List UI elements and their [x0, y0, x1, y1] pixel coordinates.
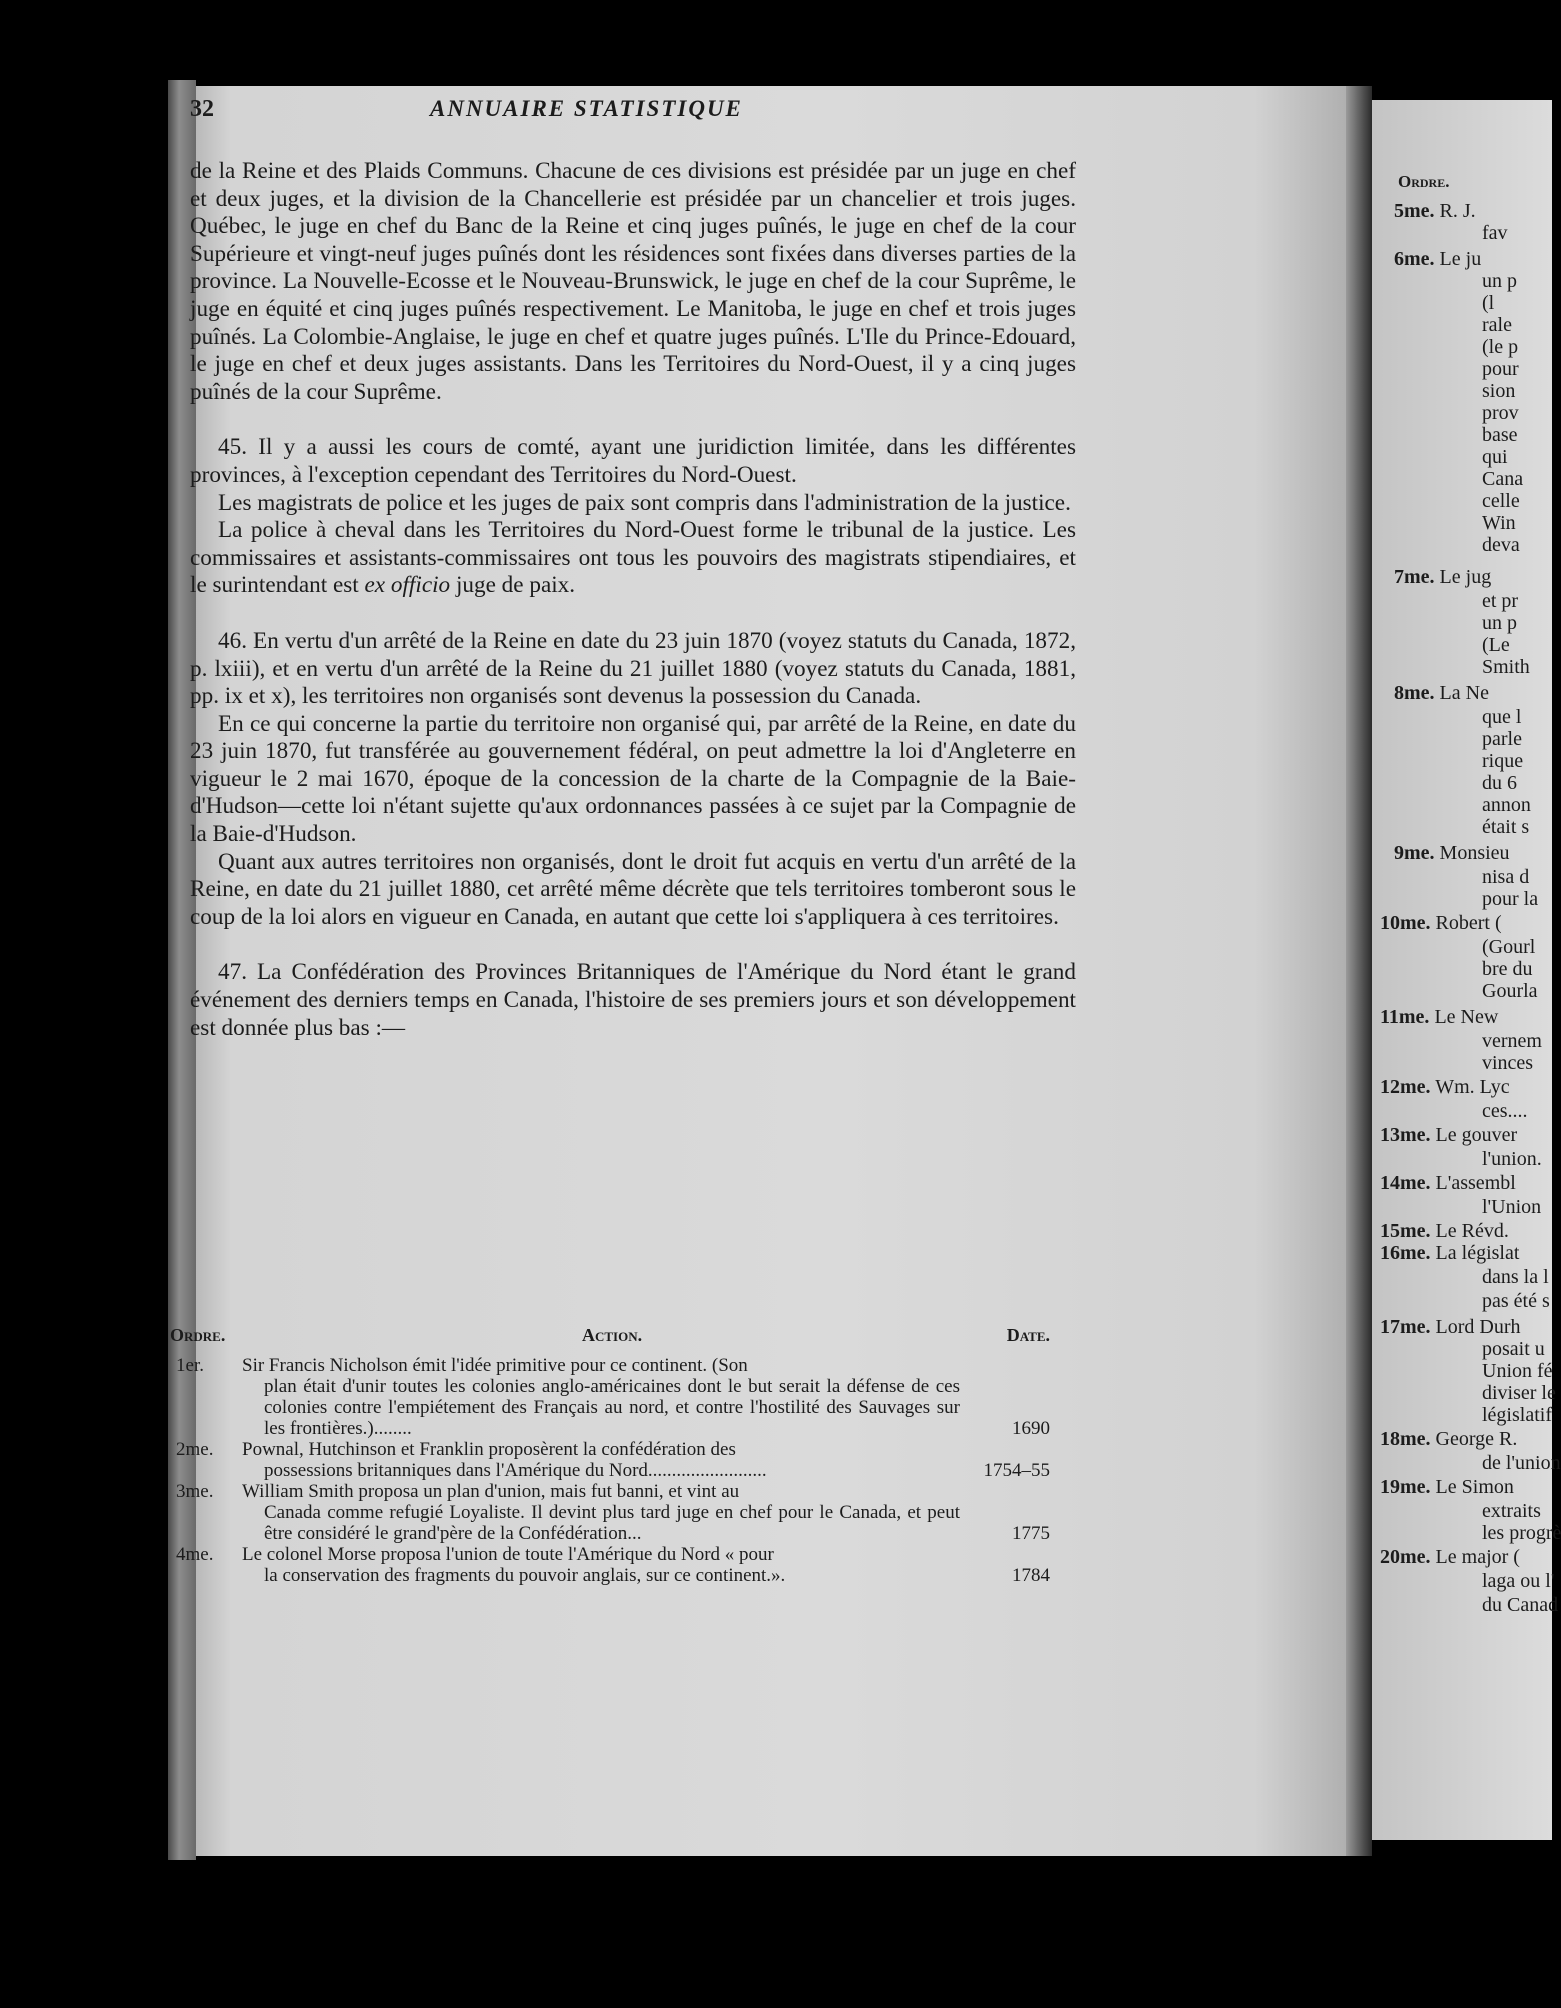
right-page-line [1482, 1522, 1561, 1544]
right-page-line [1482, 1266, 1549, 1288]
police-text-b: juge de paix. [450, 572, 576, 599]
right-page-text: parle [1482, 728, 1522, 750]
right-page-ordre: 7me. [1394, 566, 1435, 588]
right-page-line [1482, 358, 1519, 380]
row-action [232, 1544, 960, 1586]
right-page-line [1482, 490, 1520, 512]
right-page-ordre: 11me. [1380, 1006, 1430, 1028]
right-page-text: sion [1482, 380, 1516, 402]
right-page-line [1482, 1404, 1552, 1426]
right-page-text: Lord Durh [1435, 1316, 1521, 1338]
right-page-text: bre du [1482, 958, 1533, 980]
right-page-header: Ordre. [1398, 172, 1450, 191]
row-ordre: 3me. [176, 1481, 214, 1502]
right-page-line [1380, 1428, 1517, 1450]
right-page-text: que l [1482, 706, 1522, 728]
row-action-rest: Canada comme refugié Loyaliste. Il devint plus tard juge en chef pour le Canada, et peut être considéré le grand'père de la Confédération... [264, 1502, 960, 1544]
row-ordre: 1er. [176, 1355, 204, 1376]
right-page-line [1482, 936, 1535, 958]
row-ordre: 2me. [176, 1439, 214, 1460]
running-head: ANNUAIRE STATISTIQUE [430, 96, 743, 121]
right-page-text: dans la l [1482, 1266, 1549, 1288]
right-page-text: qui [1482, 446, 1508, 468]
right-page-line [1482, 1570, 1554, 1592]
right-page-line [1482, 534, 1520, 556]
right-page-ordre: 10me. [1380, 912, 1431, 934]
right-page-line [1482, 446, 1508, 468]
right-page-line [1482, 794, 1531, 816]
right-page-text: prov [1482, 402, 1519, 424]
page-gutter [1346, 86, 1372, 1856]
right-page-line [1482, 270, 1517, 292]
right-page-text: George R. [1435, 1428, 1518, 1450]
right-page-line [1482, 336, 1518, 358]
right-page-line [1380, 1546, 1520, 1568]
right-page-text: Le jug [1439, 566, 1492, 588]
right-page-text: La législat [1435, 1242, 1520, 1264]
right-page-text: celle [1482, 490, 1520, 512]
right-page-ordre: 20me. [1380, 1546, 1431, 1568]
right-page-line [1482, 772, 1517, 794]
row-date: 1784 [1012, 1565, 1050, 1586]
right-page-text: du Canad [1482, 1594, 1559, 1616]
right-page-line [1482, 1030, 1542, 1052]
right-page-text: Le Simon [1435, 1476, 1514, 1498]
police-text-a: La police à cheval dans les Territoires du Nord-Ouest forme le tribunal de la justice. Les commissaires et assistants-commissaires ont tous les pouvoirs des magistrats stipendiaires, et le surintendant est [190, 517, 1076, 599]
row-action-rest: plan était d'unir toutes les colonies anglo-américaines dont le but serait la défense de ces colonies contre l'empiétement des Français au nord, et contre l'hostilité des Sauvages sur les frontières.)........ [264, 1376, 960, 1439]
right-page-line [1394, 566, 1491, 588]
right-page-line [1394, 200, 1476, 222]
row-action-rest: possessions britanniques dans l'Amérique du Nord......................... [264, 1460, 767, 1481]
right-page-text: un p [1482, 612, 1517, 634]
right-page-ordre: 15me. [1380, 1220, 1431, 1242]
right-page-text: Le Révd. [1435, 1220, 1509, 1242]
paragraph-territoire: En ce qui concerne la partie du territoire non organisé qui, par arrêté de la Reine, en date du 23 juin 1870, fut transférée au gouvernement fédéral, on peut admettre la loi d'Angleterre en vigueur le 2 mai 1670, époque de la concession de la charte de la Compagnie de la Baie-d'Hudson—cette loi n'étant sujette qu'aux ordonnances passées à ce sujet par la Compagnie de la Baie-d'Hudson. [190, 710, 1076, 848]
right-page-text: Le New [1434, 1006, 1499, 1028]
paragraph-police [190, 517, 1076, 600]
right-page-text: Cana [1482, 468, 1524, 490]
row-action [232, 1355, 960, 1439]
right-page-line [1380, 1242, 1519, 1264]
right-page-text: nisa d [1482, 866, 1530, 888]
right-page-line [1482, 980, 1538, 1002]
right-page-text: posait u [1482, 1338, 1545, 1360]
right-page-line [1482, 1360, 1553, 1382]
right-page-line [1394, 682, 1489, 704]
right-page-line [1482, 1052, 1533, 1074]
body-text [190, 158, 1076, 1042]
right-page-line [1482, 750, 1523, 772]
right-page-text: ces.... [1482, 1100, 1528, 1122]
right-page-text: Union fé [1482, 1360, 1553, 1382]
right-page-line [1394, 248, 1481, 270]
right-page-line [1380, 912, 1502, 934]
paragraph-magistrats: Les magistrats de police et les juges de paix sont compris dans l'administration de la justice. [218, 489, 1071, 516]
row-action-first: Sir Francis Nicholson émit l'idée primitive pour ce continent. (Son [242, 1355, 748, 1376]
paragraph-autres: Quant aux autres territoires non organisés, dont le droit fut acquis en vertu d'un arrêté de la Reine, en date du 21 juillet 1880, cet arrêté même décrète que tels territoires tomberont sous le coup de la loi alors en vigueur en Canada, en autant que cette loi s'appliquera à ces territoires. [190, 848, 1076, 930]
right-page-line [1482, 590, 1518, 612]
right-page-text: (l [1482, 292, 1495, 314]
right-page-line [1482, 1338, 1545, 1360]
row-action-rest: la conservation des fragments du pouvoir anglais, sur ce continent.». [264, 1565, 786, 1586]
right-page-line [1482, 1382, 1556, 1404]
right-page-text: R. J. [1439, 200, 1476, 222]
right-page-ordre: 12me. [1380, 1076, 1431, 1098]
table-rows [170, 1355, 1050, 1586]
row-action-first: Pownal, Hutchinson et Franklin proposèrent la confédération des [242, 1439, 736, 1460]
right-page-text: Le major ( [1435, 1546, 1520, 1568]
right-page-line [1380, 1076, 1510, 1098]
right-page-text: législatif [1482, 1404, 1552, 1426]
table-row [170, 1355, 1050, 1439]
right-page-text: base [1482, 424, 1518, 446]
right-page-text: Monsieu [1439, 842, 1510, 864]
right-page-text: (Gourl [1482, 936, 1536, 958]
right-page-line [1482, 222, 1508, 244]
right-page-text: rique [1482, 750, 1524, 772]
right-page-ordre: 16me. [1380, 1242, 1431, 1264]
page-number: 32 [190, 96, 214, 122]
right-page-line [1482, 1100, 1528, 1122]
row-ordre: 4me. [176, 1544, 214, 1565]
right-page-line [1482, 958, 1533, 980]
right-page-line [1482, 816, 1529, 838]
right-page-line [1380, 1172, 1516, 1194]
right-page-line [1380, 1124, 1517, 1146]
right-page-line [1380, 1476, 1514, 1498]
right-page-text: deva [1482, 534, 1520, 556]
right-page-ordre: 5me. [1394, 200, 1435, 222]
right-page-line [1482, 292, 1494, 314]
right-page-line [1482, 468, 1523, 490]
right-page-line [1482, 706, 1521, 728]
table-row [170, 1439, 1050, 1481]
right-page-line [1482, 512, 1516, 534]
row-date: 1775 [1012, 1523, 1050, 1544]
right-page-text: L'assembl [1435, 1172, 1516, 1194]
paragraph-47: 47. La Confédération des Provinces Britanniques de l'Amérique du Nord étant le grand événement des derniers temps en Canada, l'histoire de ses premiers jours et son développement est donnée plus bas :— [190, 959, 1076, 1041]
right-page-text: pas été s [1482, 1290, 1550, 1312]
right-page-text: fav [1482, 222, 1508, 244]
paragraph-courts: de la Reine et des Plaids Communs. Chacune de ces divisions est présidée par un juge en chef et deux juges, et la division de la Chancellerie est présidée par un chancelier et trois juges. Québec, le juge en chef du Banc de la Reine et cinq juges puînés, le juge en chef de la cour Supérieure et vingt-neuf juges puînés dont les résidences sont fixées dans diverses parties de la province. La Nouvelle-Ecosse et le Nouveau-Brunswick, le juge en chef de la cour Suprême, le juge en équité et cinq juges puînés respectivement. Le Manitoba, le juge en chef et trois juges puînés. La Colombie-Anglaise, le juge en chef et quatre juges puînés. L'Ile du Prince-Edouard, le juge en chef et deux juges assistants. Dans les Territoires du Nord-Ouest, il y a cinq juges puînés de la cour Suprême. [190, 158, 1076, 405]
right-page-line [1482, 424, 1518, 446]
right-page-line [1398, 170, 1449, 193]
right-page-text: annon [1482, 794, 1531, 816]
right-page-ordre: 9me. [1394, 842, 1435, 864]
right-page-line [1482, 1452, 1561, 1474]
right-page-ordre: 17me. [1380, 1316, 1431, 1338]
right-page-text: diviser le [1482, 1382, 1556, 1404]
right-page-line [1394, 842, 1510, 864]
right-page-line [1482, 402, 1519, 424]
right-page-line [1482, 728, 1522, 750]
table-row [170, 1481, 1050, 1544]
right-page-text: Wm. Lyc [1435, 1076, 1510, 1098]
header-action: Action. [582, 1325, 643, 1345]
row-action [232, 1481, 960, 1544]
right-page-line [1482, 634, 1510, 656]
right-page-text: les progrè [1482, 1522, 1561, 1544]
right-page-ordre: 13me. [1380, 1124, 1431, 1146]
right-page-line [1482, 380, 1515, 402]
right-page-text: rale [1482, 314, 1512, 336]
row-action-first: William Smith proposa un plan d'union, mais fut banni, et vint au [242, 1481, 740, 1502]
right-page-text: était s [1482, 816, 1530, 838]
right-page-text: Le ju [1439, 248, 1482, 270]
right-page-ordre: 18me. [1380, 1428, 1431, 1450]
right-page-line [1482, 1148, 1542, 1170]
right-page-text: vernem [1482, 1030, 1542, 1052]
right-page-line [1380, 1316, 1521, 1338]
right-page-text: laga ou l' [1482, 1570, 1555, 1592]
confederation-table [170, 1325, 1050, 1586]
right-page-line [1380, 1006, 1498, 1028]
right-page-text: pour la [1482, 888, 1539, 910]
right-page-line [1482, 1594, 1558, 1616]
right-page-line [1482, 888, 1538, 910]
right-page-line [1482, 1500, 1541, 1522]
right-page-ordre: 8me. [1394, 682, 1435, 704]
right-page-text: (Le [1482, 634, 1510, 656]
row-date: 1754–55 [983, 1460, 1050, 1481]
right-page-text: La Ne [1439, 682, 1489, 704]
right-page-text: vinces [1482, 1052, 1534, 1074]
right-page [1372, 100, 1561, 1840]
right-page-text: un p [1482, 270, 1517, 292]
right-page-ordre: 6me. [1394, 248, 1435, 270]
row-action [232, 1439, 960, 1481]
right-page-line [1380, 1220, 1509, 1242]
page-header [190, 96, 1050, 132]
row-action-first: Le colonel Morse proposa l'union de toute l'Amérique du Nord « pour [242, 1544, 774, 1565]
right-page-text: Gourla [1482, 980, 1538, 1002]
right-page-text: pour [1482, 358, 1519, 380]
right-page-line [1482, 866, 1529, 888]
right-page-line [1482, 314, 1512, 336]
right-page-text: l'Union [1482, 1196, 1542, 1218]
paragraph-46: 46. En vertu d'un arrêté de la Reine en date du 23 juin 1870 (voyez statuts du Canada, 1872, p. lxiii), et en vertu d'un arrêté de la Reine du 21 juillet 1880 (voyez statuts du Canada, 1881, pp. ix et x), les territoires non organisés sont devenus la possession du Canada. [190, 627, 1076, 710]
right-page-text: Smith [1482, 656, 1530, 678]
right-page-text: (le p [1482, 336, 1519, 358]
right-page-text: du 6 [1482, 772, 1517, 794]
right-page-text: Robert ( [1435, 912, 1502, 934]
right-page-line [1482, 612, 1517, 634]
right-page-text: l'union. [1482, 1148, 1542, 1170]
header-date: Date. [1006, 1325, 1050, 1345]
right-page-text: de l'union [1482, 1452, 1561, 1474]
right-page-line [1482, 1290, 1550, 1312]
right-page-ordre: 19me. [1380, 1476, 1431, 1498]
right-page-ordre: 14me. [1380, 1172, 1431, 1194]
right-page-text: Le gouver [1435, 1124, 1518, 1146]
right-page-text: et pr [1482, 590, 1519, 612]
right-page-line [1482, 1196, 1541, 1218]
table-row [170, 1544, 1050, 1586]
right-page-text: Win [1482, 512, 1516, 534]
right-page-line [1482, 656, 1530, 678]
row-date: 1690 [1012, 1418, 1050, 1439]
paragraph-45: 45. Il y a aussi les cours de comté, ayant une juridiction limitée, dans les différentes provinces, à l'exception cependant des Territoires du Nord-Ouest. [190, 434, 1076, 488]
right-page-text: extraits [1482, 1500, 1541, 1522]
header-ordre: Ordre. [170, 1325, 226, 1345]
police-text-italic: ex officio [364, 572, 451, 599]
table-header [170, 1325, 1050, 1355]
